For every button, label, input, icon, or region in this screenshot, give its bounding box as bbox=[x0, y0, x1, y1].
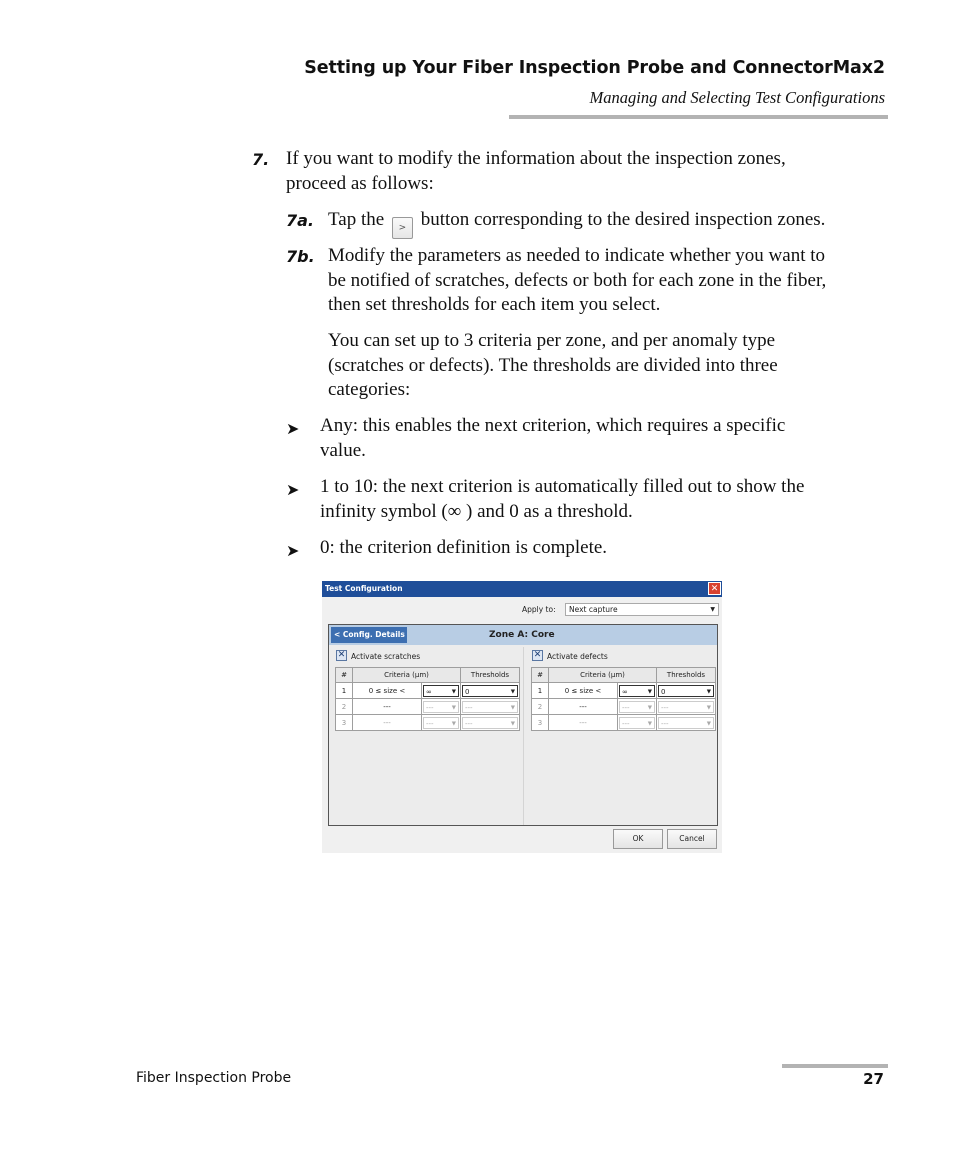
table-row: 3 --- --- ▼ --- ▼ bbox=[336, 715, 520, 731]
chevron-down-icon: ▼ bbox=[710, 606, 715, 613]
ok-button[interactable]: OK bbox=[613, 829, 663, 849]
activate-scratches-label: Activate scratches bbox=[351, 652, 421, 661]
running-header-subtitle: Managing and Selecting Test Configurations bbox=[589, 88, 885, 107]
chevron-down-icon: ▼ bbox=[451, 720, 456, 727]
dialog-title-bar: Test Configuration bbox=[322, 581, 722, 597]
col-header: Criteria (µm) bbox=[353, 668, 461, 683]
col-header: Thresholds bbox=[657, 668, 716, 683]
defects-criteria-table bbox=[531, 667, 716, 731]
step-7a-number: 7a. bbox=[286, 211, 315, 230]
threshold-select: --- ▼ bbox=[462, 717, 518, 729]
running-header-title: Setting up Your Fiber Inspection Probe and ConnectorMax2 bbox=[304, 58, 885, 78]
chevron-down-icon: ▼ bbox=[510, 720, 515, 727]
config-details-back-button[interactable]: < Config. Details bbox=[331, 627, 407, 643]
activate-defects-checkbox[interactable]: ✕ bbox=[533, 650, 542, 660]
step-7b-text: Modify the parameters as needed to indicate whether you want to be notified of scratches, defects or both for each zone in the fiber, then set thresholds for each item you select. bbox=[328, 245, 827, 315]
bullet-1-to-10: 1 to 10: the next criterion is automatically filled out to show the infinity symbol (∞ ) and 0 as a threshold. bbox=[320, 476, 805, 522]
page-number: 27 bbox=[863, 1070, 884, 1088]
chevron-down-icon: ▼ bbox=[706, 720, 711, 727]
chevron-down-icon: ▼ bbox=[647, 688, 652, 695]
bullet-arrow-icon: ➤ bbox=[286, 480, 300, 499]
test-configuration-dialog bbox=[322, 581, 722, 853]
table-row: 3 --- --- ▼ --- ▼ bbox=[532, 715, 716, 731]
footer-rule bbox=[782, 1064, 888, 1068]
chevron-down-icon: ▼ bbox=[510, 704, 515, 711]
table-row: 1 0 ≤ size < ∞ ▼ 0 ▼ bbox=[532, 683, 716, 699]
step-7-text: If you want to modify the information about the inspection zones, proceed as follows: bbox=[286, 148, 786, 194]
threshold-select: --- ▼ bbox=[658, 701, 714, 713]
table-row: 2 --- --- ▼ --- ▼ bbox=[532, 699, 716, 715]
activate-scratches-checkbox[interactable]: ✕ bbox=[337, 650, 346, 660]
chevron-down-icon: ▼ bbox=[451, 688, 456, 695]
step-7b-paragraph-2: You can set up to 3 criteria per zone, and per anomaly type (scratches or defects). The thresholds are divided into three categories: bbox=[328, 330, 778, 400]
threshold-select: --- ▼ bbox=[658, 717, 714, 729]
close-icon[interactable]: ✕ bbox=[708, 582, 721, 595]
step-7-number: 7. bbox=[252, 150, 270, 169]
chevron-down-icon: ▼ bbox=[706, 704, 711, 711]
defects-section bbox=[525, 647, 717, 825]
col-header: Thresholds bbox=[461, 668, 520, 683]
step-7b-number: 7b. bbox=[286, 247, 315, 266]
bullet-arrow-icon: ➤ bbox=[286, 419, 300, 438]
table-row: 1 0 ≤ size < ∞ ▼ 0 ▼ bbox=[336, 683, 520, 699]
col-header: # bbox=[532, 668, 549, 683]
operator-select: --- ▼ bbox=[619, 717, 655, 729]
threshold-select[interactable]: 0 ▼ bbox=[462, 685, 518, 697]
col-header: Criteria (µm) bbox=[549, 668, 657, 683]
scratches-section bbox=[329, 647, 521, 825]
operator-select[interactable]: ∞ ▼ bbox=[619, 685, 655, 697]
threshold-select: --- ▼ bbox=[462, 701, 518, 713]
operator-select: --- ▼ bbox=[423, 701, 459, 713]
step-7a-text: Tap the > button corresponding to the desired inspection zones. bbox=[328, 208, 825, 239]
chevron-down-icon: ▼ bbox=[451, 704, 456, 711]
bullet-zero: 0: the criterion definition is complete. bbox=[320, 537, 608, 558]
zone-title: Zone A: Core bbox=[489, 630, 555, 640]
chevron-down-icon: ▼ bbox=[510, 688, 515, 695]
apply-to-select[interactable]: Next capture ▼ bbox=[565, 603, 719, 616]
operator-select: --- ▼ bbox=[619, 701, 655, 713]
zone-panel-header bbox=[329, 625, 717, 645]
activate-defects-label: Activate defects bbox=[547, 652, 608, 661]
header-rule bbox=[509, 115, 888, 119]
chevron-down-icon: ▼ bbox=[647, 704, 652, 711]
col-header: # bbox=[336, 668, 353, 683]
bullet-arrow-icon: ➤ bbox=[286, 541, 300, 560]
chevron-down-icon: ▼ bbox=[706, 688, 711, 695]
footer-title: Fiber Inspection Probe bbox=[136, 1070, 292, 1086]
threshold-select[interactable]: 0 ▼ bbox=[658, 685, 714, 697]
details-arrow-icon: > bbox=[392, 217, 413, 239]
bullet-any: Any: this enables the next criterion, which requires a specific value. bbox=[320, 415, 786, 461]
cancel-button[interactable]: Cancel bbox=[667, 829, 717, 849]
table-row: 2 --- --- ▼ --- ▼ bbox=[336, 699, 520, 715]
scratches-criteria-table bbox=[335, 667, 520, 731]
operator-select: --- ▼ bbox=[423, 717, 459, 729]
operator-select[interactable]: ∞ ▼ bbox=[423, 685, 459, 697]
chevron-down-icon: ▼ bbox=[647, 720, 652, 727]
apply-to-label: Apply to: bbox=[522, 605, 556, 614]
zone-panel bbox=[328, 624, 718, 826]
section-divider bbox=[523, 647, 524, 825]
